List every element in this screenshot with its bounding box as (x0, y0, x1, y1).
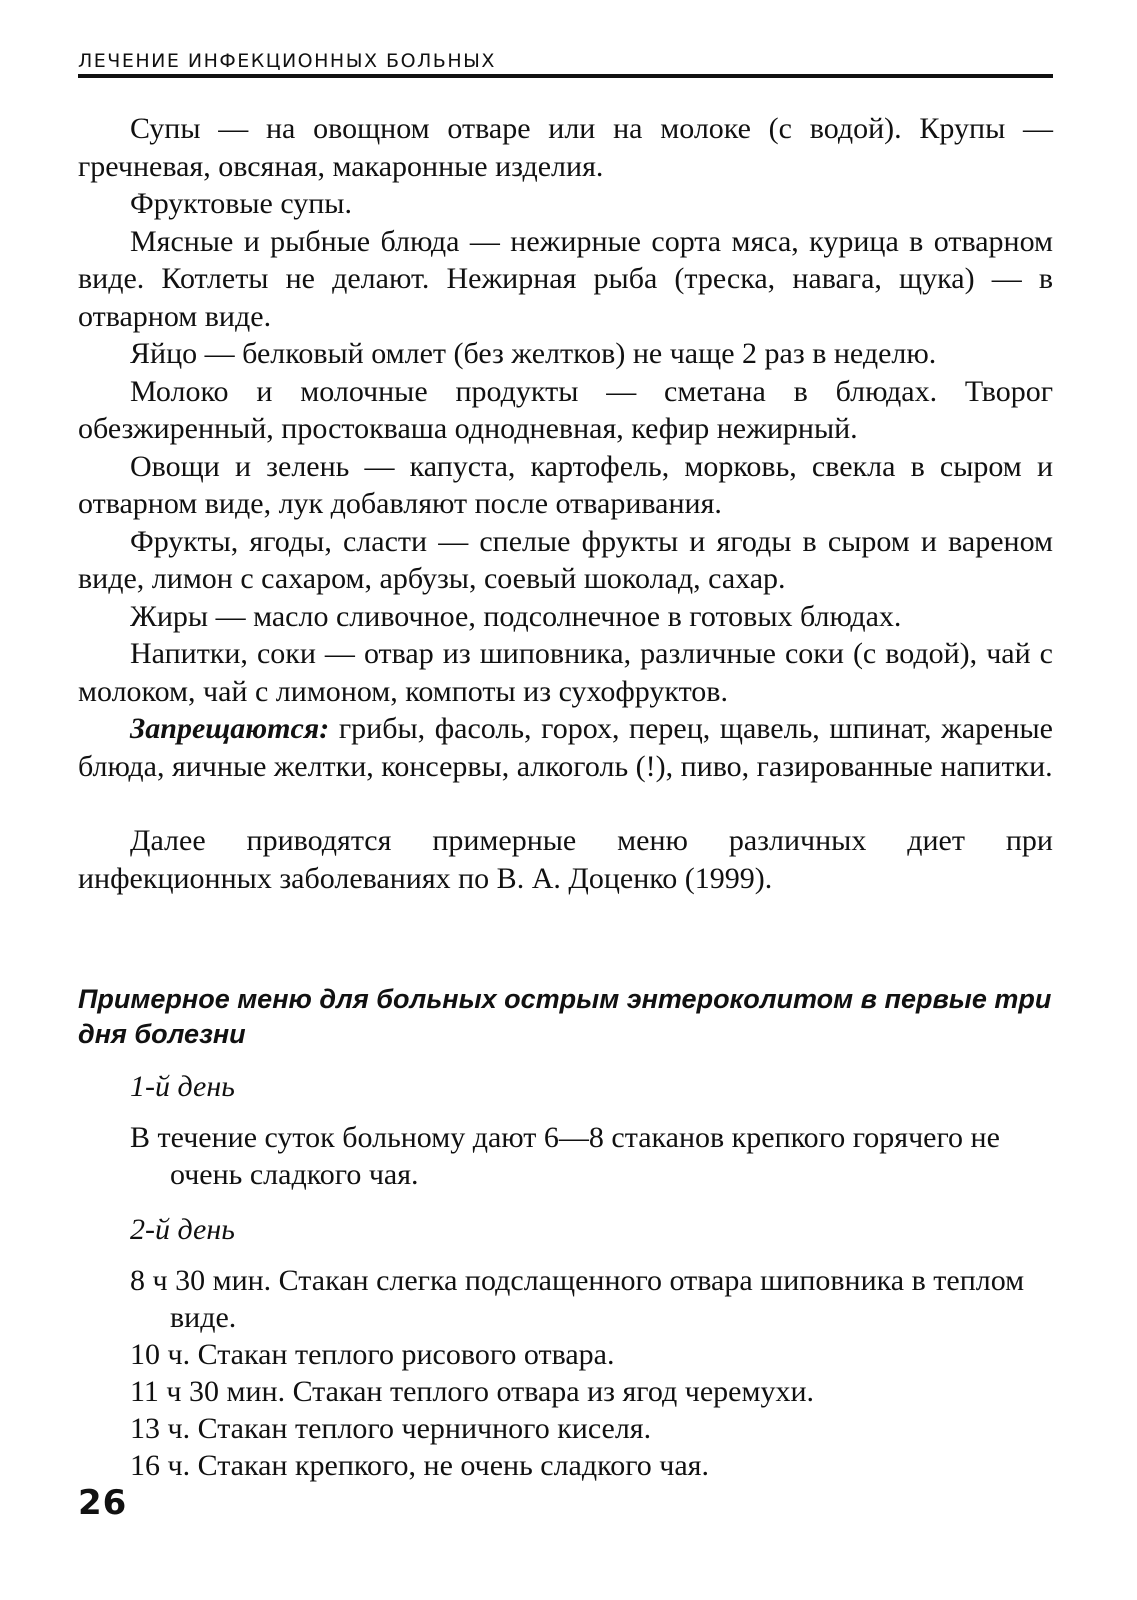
intro-paragraph: Далее приводятся примерные меню различных диет при инфекционных заболеваниях по В. А. Доценко (1999). (78, 824, 1053, 895)
prohibited-paragraph (78, 710, 1053, 785)
page-number: 26 (78, 1483, 128, 1523)
diet-body-text (78, 110, 1053, 897)
day1-title: 1-й день (130, 1070, 235, 1103)
day2-title: 2-й день (130, 1213, 235, 1246)
day2-entry: 13 ч. Стакан теплого черничного киселя. (130, 1412, 652, 1445)
paragraph: Фрукты, ягоды, сласти — спелые фрукты и ягоды в сыром и вареном виде, лимон с сахаром, арбузы, соевый шоколад, сахар. (78, 524, 1053, 595)
paragraph: Супы — на овощном отваре или на молоке (с водой). Крупы — гречневая, овсяная, макаронные изделия. (78, 112, 1053, 183)
paragraph: Мясные и рыбные блюда — нежирные сорта мяса, курица в отварном виде. Котлеты не делают. Нежирная рыба (треска, навага, щука) — в отварном виде. (78, 224, 1053, 333)
day2-entry: 10 ч. Стакан теплого рисового отвара. (130, 1338, 615, 1371)
day2-entry: 16 ч. Стакан крепкого, не очень сладкого чая. (130, 1449, 709, 1482)
running-head: ЛЕЧЕНИЕ ИНФЕКЦИОННЫХ БОЛЬНЫХ (78, 50, 496, 72)
day1-entry: В течение суток больному дают 6—8 стаканов крепкого горячего не очень сладкого чая. (130, 1121, 1000, 1191)
paragraph: Овощи и зелень — капуста, картофель, морковь, свекла в сыром и отварном виде, лук добавляют после отваривания. (78, 449, 1053, 520)
menu-section (130, 1068, 1053, 1484)
menu-title: Примерное меню для больных острым энтероколитом в первые три дня болезни (78, 984, 1052, 1049)
prohibited-text: грибы, фасоль, горох, перец, щавель, шпинат, жареные блюда, яичные желтки, консервы, алкоголь (!), пиво, газированные напитки. (78, 712, 1053, 783)
paragraph: Молоко и молочные продукты — сметана в блюдах. Творог обезжиренный, простокваша однодневная, кефир нежирный. (78, 374, 1053, 445)
paragraph: Жиры — масло сливочное, подсолнечное в готовых блюдах. (130, 599, 902, 633)
day2-entry: 11 ч 30 мин. Стакан теплого отвара из ягод черемухи. (130, 1375, 815, 1408)
header-rule (78, 74, 1053, 78)
prohibited-lead: Запрещаются: (130, 712, 330, 745)
day2-entry: 8 ч 30 мин. Стакан слегка подслащенного отвара шиповника в теплом виде. (130, 1264, 1025, 1334)
paragraph: Яйцо — белковый омлет (без желтков) не чаще 2 раз в неделю. (130, 337, 937, 370)
paragraph: Фруктовые супы. (130, 187, 352, 220)
paragraph: Напитки, соки — отвар из шиповника, различные соки (с водой), чай с молоком, чай с лимоном, компоты из сухофруктов. (78, 637, 1053, 708)
